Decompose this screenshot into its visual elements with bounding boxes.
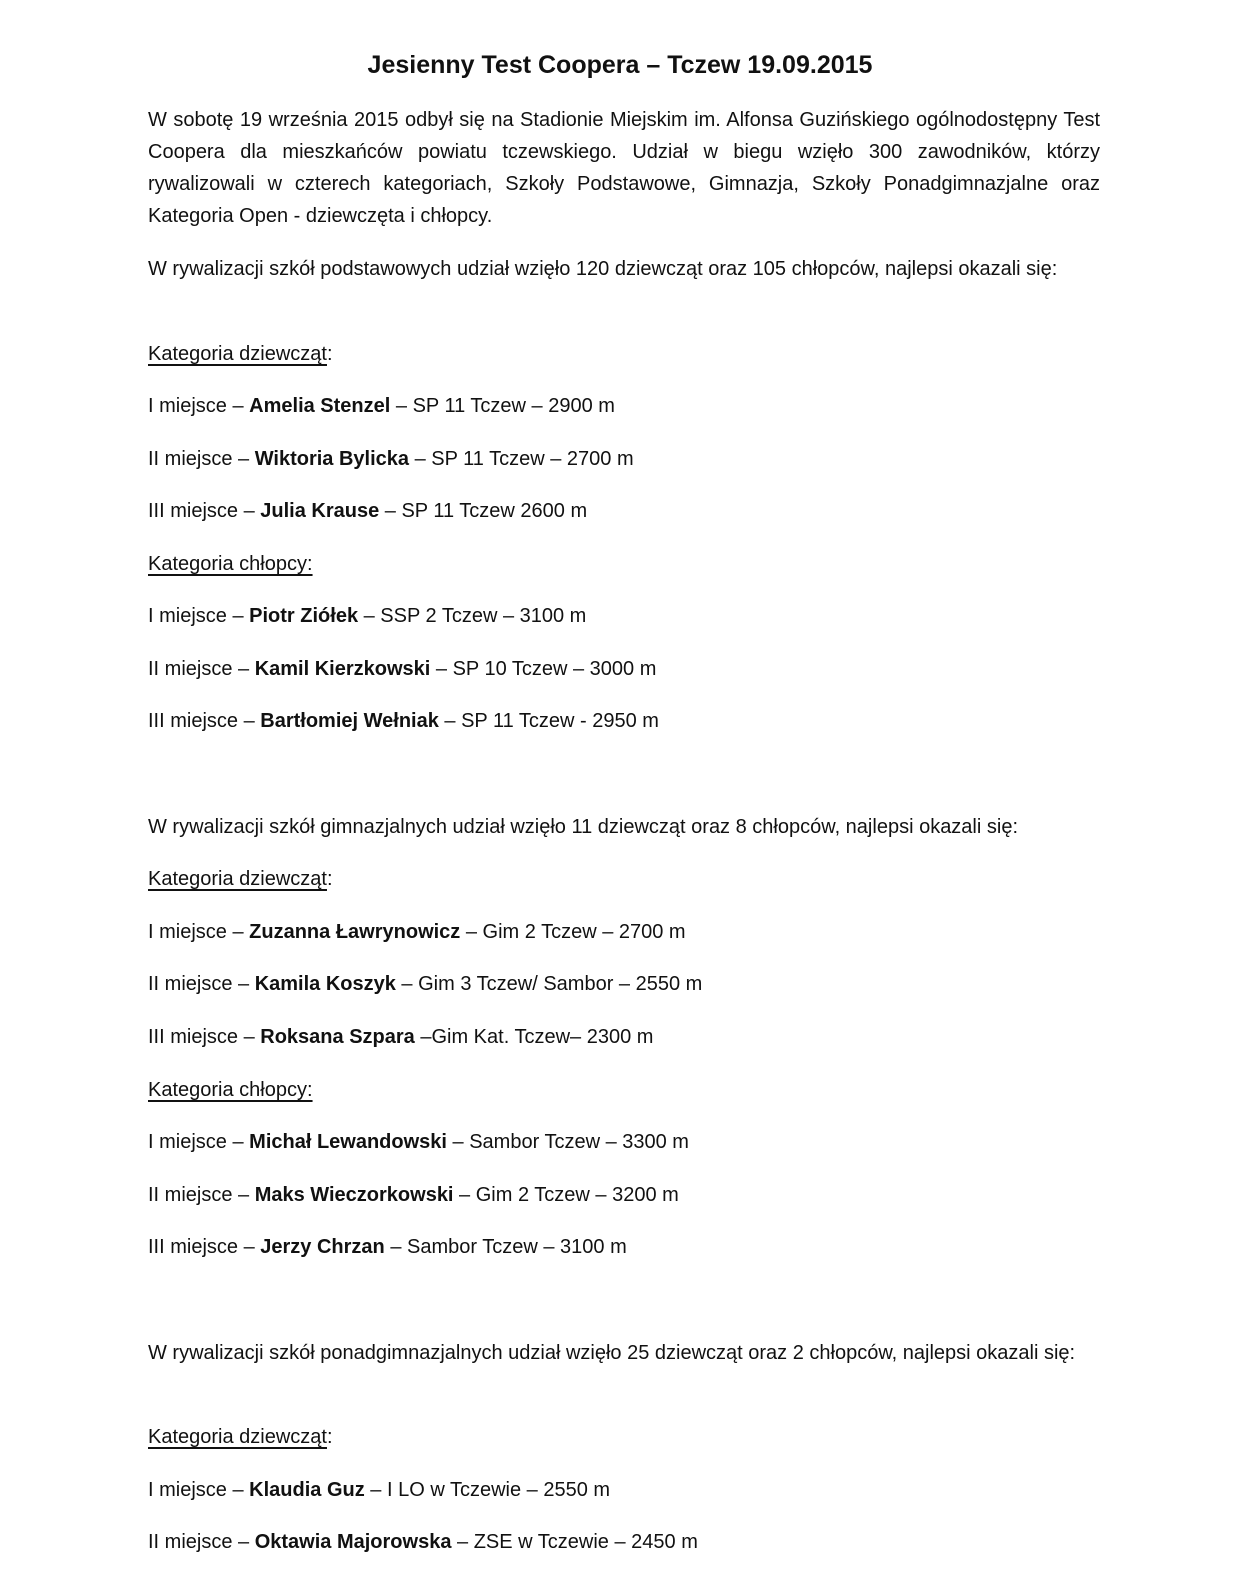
result-detail: – I LO w Tczewie – 2550 m (364, 1479, 611, 1501)
athlete-name: Piotr Ziółek (249, 605, 359, 627)
page-title: Jesienny Test Coopera – Tczew 19.09.2015 (367, 51, 873, 79)
primary-girls-heading (148, 338, 1100, 370)
middle-girls-heading (148, 863, 1100, 895)
category-label: Kategoria chłopcy: (148, 1079, 313, 1101)
place-label: I miejsce – (148, 605, 250, 627)
place-label: I miejsce – (148, 395, 250, 417)
place-label: II miejsce – (148, 973, 255, 995)
result-entry (148, 1474, 1100, 1506)
result-entry (148, 1021, 1100, 1053)
place-label: III miejsce – (148, 500, 261, 522)
category-colon: : (326, 343, 333, 365)
category-label: Kategoria dziewcząt (148, 868, 327, 890)
primary-lead: W rywalizacji szkół podstawowych udział wzięło 120 dziewcząt oraz 105 chłopców, najlepsi okazali się: (148, 258, 1058, 280)
athlete-name: Amelia Stenzel (249, 395, 391, 417)
category-label: Kategoria chłopcy: (148, 553, 313, 575)
secondary-girls-heading (148, 1421, 1100, 1453)
result-detail: – Gim 3 Tczew/ Sambor – 2550 m (395, 973, 703, 995)
result-entry (148, 1231, 1100, 1263)
result-entry (148, 705, 1100, 737)
athlete-name: Wiktoria Bylicka (254, 448, 410, 470)
result-entry (148, 495, 1100, 527)
result-detail: – Gim 2 Tczew – 3200 m (453, 1184, 679, 1206)
place-label: I miejsce – (148, 921, 250, 943)
category-colon: : (326, 868, 333, 890)
category-label: Kategoria dziewcząt (148, 343, 327, 365)
result-detail: – Sambor Tczew – 3300 m (446, 1131, 689, 1153)
intro-paragraph: W sobotę 19 września 2015 odbył się na Stadionie Miejskim im. Alfonsa Guzińskiego ogólnodostępny Test Coopera dla mieszkańców powiatu tczewskiego. Udział w biegu wzięło 300 zawodników, którzy rywalizowali w czterech kategoriach, Szkoły Podstawowe, Gimnazja, Szkoły Ponadgimnazjalne oraz Kategoria Open - dziewczęta i chłopcy. (148, 109, 1100, 227)
result-detail: – ZSE w Tczewie – 2450 m (451, 1531, 698, 1553)
place-label: II miejsce – (148, 658, 255, 680)
result-entry (148, 600, 1100, 632)
place-label: II miejsce – (148, 1184, 255, 1206)
result-entry (148, 968, 1100, 1000)
result-entry (148, 1179, 1100, 1211)
primary-boys-heading (148, 548, 1100, 580)
athlete-name: Klaudia Guz (249, 1479, 365, 1501)
result-detail: – SP 11 Tczew – 2700 m (409, 448, 634, 470)
place-label: I miejsce – (148, 1479, 250, 1501)
place-label: I miejsce – (148, 1131, 250, 1153)
athlete-name: Roksana Szpara (260, 1026, 415, 1048)
result-entry (148, 390, 1100, 422)
place-label: III miejsce – (148, 1236, 261, 1258)
athlete-name: Zuzanna Ławrynowicz (249, 921, 461, 943)
result-entry (148, 653, 1100, 685)
place-label: III miejsce – (148, 710, 261, 732)
result-detail: – Sambor Tczew – 3100 m (384, 1236, 627, 1258)
place-label: II miejsce – (148, 1531, 255, 1553)
middle-boys-heading (148, 1074, 1100, 1106)
category-colon: : (326, 1426, 333, 1448)
result-detail: – SP 11 Tczew – 2900 m (390, 395, 615, 417)
athlete-name: Jerzy Chrzan (260, 1236, 385, 1258)
result-detail: –Gim Kat. Tczew– 2300 m (414, 1026, 654, 1048)
athlete-name: Maks Wieczorkowski (254, 1184, 454, 1206)
result-detail: – SP 11 Tczew - 2950 m (438, 710, 659, 732)
result-detail: – SP 10 Tczew – 3000 m (430, 658, 657, 680)
athlete-name: Bartłomiej Wełniak (260, 710, 439, 732)
result-entry (148, 443, 1100, 475)
result-entry (148, 916, 1100, 948)
middle-lead: W rywalizacji szkół gimnazjalnych udział wzięło 11 dziewcząt oraz 8 chłopców, najlepsi okazali się: (148, 816, 1018, 838)
place-label: II miejsce – (148, 448, 255, 470)
secondary-lead: W rywalizacji szkół ponadgimnazjalnych udział wzięło 25 dziewcząt oraz 2 chłopców, najlepsi okazali się: (148, 1342, 1076, 1364)
athlete-name: Oktawia Majorowska (254, 1531, 452, 1553)
athlete-name: Kamil Kierzkowski (254, 658, 431, 680)
athlete-name: Michał Lewandowski (249, 1131, 447, 1153)
result-detail: – Gim 2 Tczew – 2700 m (460, 921, 686, 943)
athlete-name: Julia Krause (260, 500, 380, 522)
category-label: Kategoria dziewcząt (148, 1426, 327, 1448)
result-entry (148, 1126, 1100, 1158)
result-detail: – SP 11 Tczew 2600 m (379, 500, 588, 522)
result-entry (148, 1526, 1100, 1558)
athlete-name: Kamila Koszyk (254, 973, 396, 995)
result-detail: – SSP 2 Tczew – 3100 m (358, 605, 587, 627)
place-label: III miejsce – (148, 1026, 261, 1048)
